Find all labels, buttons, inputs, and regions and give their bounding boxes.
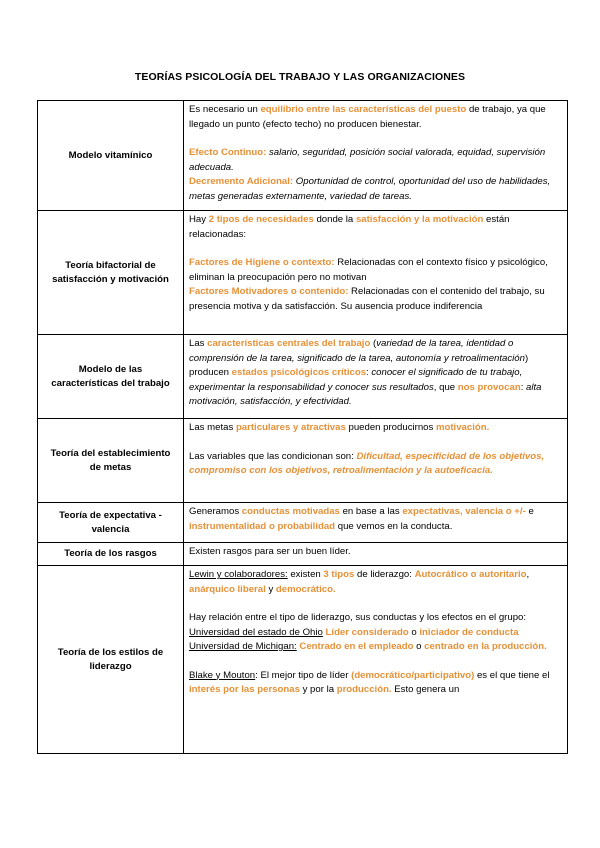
theory-description: Las características centrales del trabajo (variedad de la tarea, identidad o comprensión de la tarea, significado de la tarea, autonomía y retroalimentación) producen estados psicológicos críticos: conocer el significado de tu trabajo, experimentar la responsabilidad y conocer sus resultados, que nos provocan: alta motivación, satisfacción, y efectividad. xyxy=(184,335,568,419)
theory-name: Teoría de expectativa - valencia xyxy=(38,503,184,543)
theory-name: Modelo de las características del trabajo xyxy=(38,335,184,419)
theory-name: Teoría del establecimiento de metas xyxy=(38,419,184,503)
table-row xyxy=(38,101,568,211)
theory-description: Generamos conductas motivadas en base a las expectativas, valencia o +/- e instrumentalidad o probabilidad que vemos en la conducta. xyxy=(184,503,568,543)
theories-table xyxy=(37,100,568,754)
theory-name: Modelo vitamínico xyxy=(38,101,184,211)
table-row xyxy=(38,503,568,543)
table-row xyxy=(38,335,568,419)
theory-name: Teoría de los estilos de liderazgo xyxy=(38,566,184,754)
theory-name: Teoría bifactorial de satisfacción y motivación xyxy=(38,211,184,335)
table-row xyxy=(38,543,568,566)
page-title: TEORÍAS PSICOLOGÍA DEL TRABAJO Y LAS ORGANIZACIONES xyxy=(134,71,466,83)
theory-description: Es necesario un equilibrio entre las características del puesto de trabajo, ya que llegado un punto (efecto techo) no producen bienestar. Efecto Continuo: salario, seguridad, posición social valorada, equidad, supervisión adecuada. Decremento Adicional: Oportunidad de control, oportunidad del uso de habilidades, metas generadas externamente, variedad de tareas. xyxy=(184,101,568,211)
table-row xyxy=(38,566,568,754)
theory-description: Lewin y colaboradores: existen 3 tipos de liderazgo: Autocrático o autoritario, anárquico liberal y democrático. Hay relación entre el tipo de liderazgo, sus conductas y los efectos en el grupo: Universidad del estado de Ohio Líder considerado o iniciador de conducta Universidad de Michigan: Centrado en el empleado o centrado en la producción. Blake y Mouton: El mejor tipo de líder (democrático/participativo) es el que tiene el interés por las personas y por la producción. Esto genera un xyxy=(184,566,568,754)
theory-description: Existen rasgos para ser un buen líder. xyxy=(184,543,568,566)
theory-description: Las metas particulares y atractivas pueden producirnos motivación. Las variables que las condicionan son: Dificultad, especificidad de los objetivos, compromiso con los objetivos, retroalimentación y la autoeficacia. xyxy=(184,419,568,503)
theory-description: Hay 2 tipos de necesidades donde la satisfacción y la motivación están relacionadas: Factores de Higiene o contexto: Relacionadas con el contexto físico y psicológico, eliminan la preocupación pero no motivan Factores Motivadores o contenido: Relacionadas con el contenido del trabajo, su presencia motiva y da satisfacción. Su ausencia produce indiferencia xyxy=(184,211,568,335)
theory-name: Teoría de los rasgos xyxy=(38,543,184,566)
table-row xyxy=(38,419,568,503)
table-row xyxy=(38,211,568,335)
